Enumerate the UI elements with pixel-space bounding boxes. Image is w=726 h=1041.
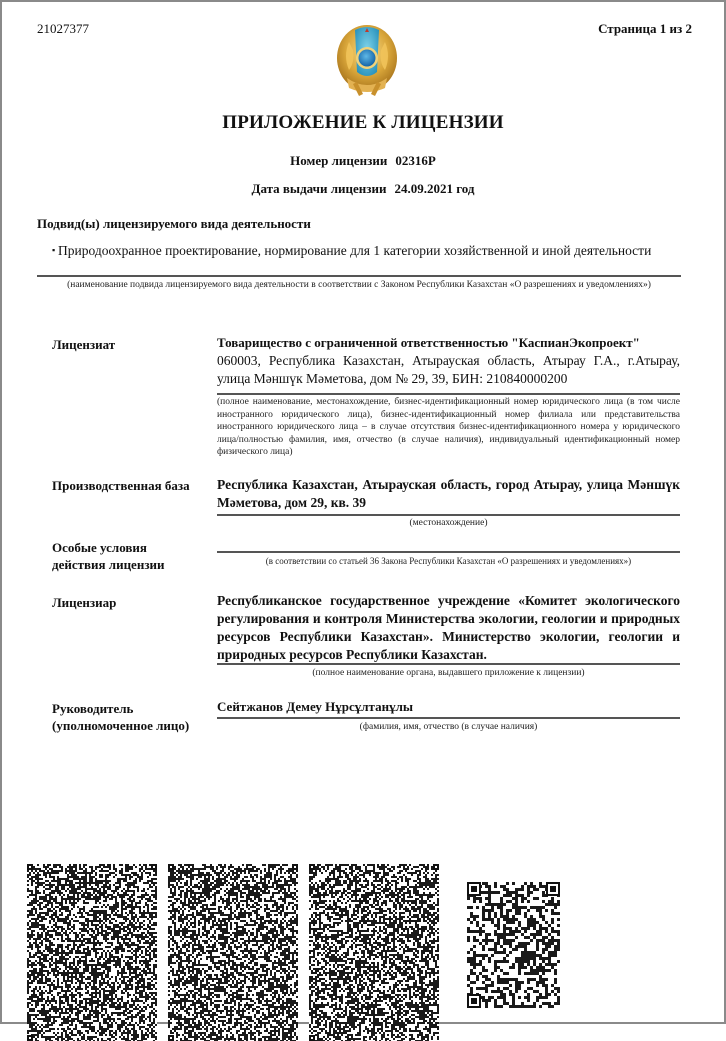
licensor-label: Лицензиар (52, 595, 117, 610)
licensee-label: Лицензиат (52, 337, 116, 352)
head-label (52, 700, 189, 734)
licensee-address: 060003, Республика Казахстан, Атырауская область, Атырау Г.А., г.Атырау, улица Мәншүк Мәметова, дом № 29, 39, БИН: 210840000200 (217, 353, 680, 386)
head-label-line2: (уполномоченное лицо) (52, 718, 190, 733)
license-date-value: 24.09.2021 год (394, 181, 475, 196)
document-title: ПРИЛОЖЕНИЕ К ЛИЦЕНЗИИ (222, 112, 504, 133)
state-emblem-icon (335, 22, 399, 98)
licensor-rule (217, 663, 680, 665)
page-indicator: Страница 1 из 2 (598, 21, 692, 36)
document-number: 21027377 (37, 21, 89, 36)
production-base-label: Производственная база (52, 478, 190, 493)
datamatrix-code-1 (27, 864, 157, 1041)
head-label-line1: Руководитель (52, 701, 134, 716)
bullet-icon: ▪ (52, 245, 56, 255)
head-caption: (фамилия, имя, отчество (в случае наличия) (359, 722, 538, 732)
production-base-value: Республика Казахстан, Атырауская область, город Атырау, улица Мәншүк Мәметова, дом 29, кв. 39 (217, 477, 680, 510)
subtypes-caption: (наименование подвида лицензируемого вида деятельности в соответствии с Законом Республики Казахстан «О разрешениях и уведомлениях») (67, 280, 651, 290)
licensee-caption: (полное наименование, местонахождение, бизнес-идентификационный номер юридического лица (в том числе иностранного юридического лица), бизнес-идентификационный номер филиала или представительства иностранного юридического лица – в случае отсутствия бизнес-идентификационного номера у юридического лица/полностью фамилия, имя, отчество (в случае наличия), индивидуальный идентификационный номер физического лица) (217, 397, 680, 457)
production-base-caption: (местонахождение) (409, 518, 488, 528)
licensor-caption: (полное наименование органа, выдавшего приложение к лицензии) (312, 668, 585, 678)
subtypes-heading: Подвид(ы) лицензируемого вида деятельности (37, 216, 311, 231)
subtype-item (52, 242, 678, 259)
license-issue-date (0, 181, 726, 197)
head-value: Сейтжанов Демеу Нұрсұлтанұлы (217, 699, 414, 714)
subtypes-rule (37, 275, 681, 277)
licensor-value: Республиканское государственное учреждение «Комитет экологического регулирования и контроля Министерства экологии, геологии и природных ресурсов Республики Казахстан». Министерство экологии, геологии и природных ресурсов Республики Казахстан. (217, 593, 680, 662)
datamatrix-code-3 (309, 864, 439, 1041)
subtype-item-text: Природоохранное проектирование, нормирование для 1 категории хозяйственной и иной деятельности (58, 243, 652, 258)
special-conditions-label-line1: Особые условия (52, 540, 147, 555)
license-date-label: Дата выдачи лицензии (251, 181, 387, 196)
head-rule (217, 717, 680, 719)
licensee-name: Товарищество с ограниченной ответственностью "КаспианЭкопроект" (217, 335, 640, 350)
special-conditions-label-line2: действия лицензии (52, 557, 165, 572)
licensee-rule (217, 393, 680, 395)
special-conditions-rule (217, 551, 680, 553)
special-conditions-caption: (в соответствии со статьей 36 Закона Республики Казахстан «О разрешениях и уведомлениях») (265, 556, 632, 566)
license-number (0, 153, 726, 169)
license-number-value: 02316P (395, 153, 436, 168)
qr-code (467, 882, 560, 1008)
production-base-rule (217, 514, 680, 516)
license-number-label: Номер лицензии (290, 153, 388, 168)
special-conditions-label (52, 539, 165, 573)
datamatrix-code-2 (168, 864, 298, 1041)
